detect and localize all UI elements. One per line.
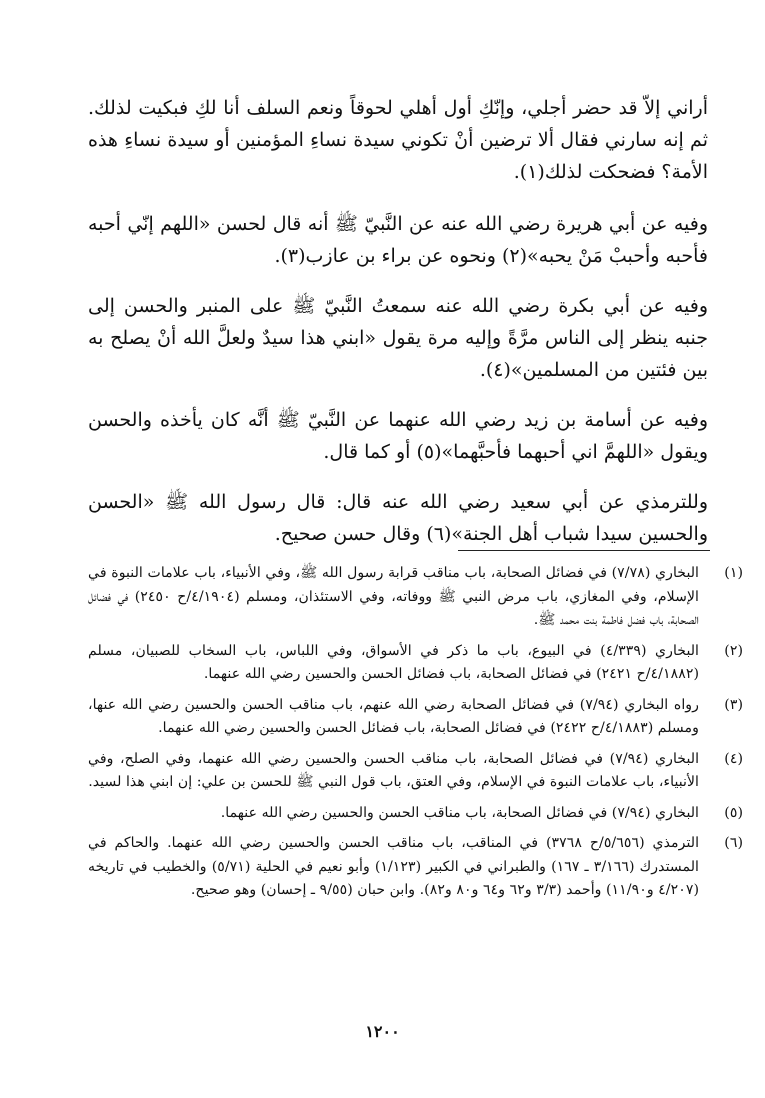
footnote-text: البخاري (٧/٧٨) في فضائل الصحابة، باب مناقب قرابة رسول الله ﷺ، وفي الأنبياء، باب علامات النبوة في الإسلام، وفي المغازي، باب مرض النبي ﷺ ووفاته، وفي الاستئذان، ومسلم (٤/١٩٠٤/ح ٢٤٥٠) في فضائل الصحابة، باب فضل فاطمة بنت محمد ﷺ. bbox=[88, 565, 700, 628]
footnote-2 bbox=[88, 640, 743, 687]
footnote-text: رواه البخاري (٧/٩٤) في فضائل الصحابة رضي الله عنهم، باب مناقب الحسن والحسين رضي الله عنها، ومسلم (٤/١٨٨٣/ح ٢٤٢٢) في فضائل الصحابة، باب فضائل الحسن والحسين رضي الله عنهما. bbox=[88, 696, 699, 736]
footnote-text: الترمذي (٥/٦٥٦/ح ٣٧٦٨) في المناقب، باب مناقب الحسن والحسين رضي الله عنهما. والحاكم في المستدرك (٣/١٦٦ ـ ١٦٧) والطبراني في الكبير (١/١٢٣) وأبو نعيم في الحلية (٥/٧١) والخطيب في تاريخه (٤/٢٠٧ و١١/٩٠) وأحمد (٣/٣ و٦٢ و٦٤ و٨٠ و٨٢). وابن حبان (٩/٥٥ ـ إحسان) وهو صحيح. bbox=[88, 835, 700, 898]
paragraph-3: وفيه عن أبي بكرة رضي الله عنه سمعتُ النَّبيّ ﷺ على المنبر والحسن إلى جنبه ينظر إلى الناس مرَّةً وإليه مرة يقول «ابني هذا سيدٌ ولعلَّ الله أنْ يصلح به بين فئتين من المسلمين»(٤). bbox=[88, 295, 708, 381]
footnotes bbox=[88, 562, 743, 910]
paragraph-2: وفيه عن أبي هريرة رضي الله عنه عن النَّبيّ ﷺ أنه قال لحسن «اللهم إنّي أحبه فأحبه وأحببْ مَنْ يحبه»(٢) ونحوه عن براء بن عازب(٣). bbox=[88, 213, 708, 267]
paragraph-4: وفيه عن أسامة بن زيد رضي الله عنهما عن النَّبيّ ﷺ أنَّه كان يأخذه والحسن ويقول «اللهمَّ اني أحبهما فأحبَّهما»(٥) أو كما قال. bbox=[88, 409, 708, 463]
footnote-number: (٤) bbox=[724, 750, 743, 767]
footnote-number: (٢) bbox=[724, 642, 743, 659]
paragraph-1: أراني إلاّ قد حضر أجلي، وإنّكِ أول أهلي لحوقاً ونعم السلف أنا لكِ فبكيت لذلك. ثم إنه سارني فقال ألا ترضين أنْ تكوني سيدة نساءِ المؤمنين أو سيدة نساءِ هذه الأمة؟ فضحكت لذلك(١). bbox=[88, 97, 708, 183]
footnote-6 bbox=[88, 832, 743, 903]
footnote-number: (١) bbox=[724, 565, 743, 581]
footnote-number: (٣) bbox=[724, 696, 743, 713]
footnote-text: البخاري (٧/٩٤) في فضائل الصحابة، باب مناقب الحسن والحسين رضي الله عنهما، وفي الصلح، وفي الأنبياء، باب علامات النبوة في الإسلام، وفي العتق، باب قول النبي ﷺ للحسن بن علي: إن ابني هذا لسيد. bbox=[88, 750, 700, 790]
footnote-5 bbox=[88, 802, 743, 826]
footnote-3 bbox=[88, 694, 743, 741]
footnote-number: (٥) bbox=[724, 804, 743, 821]
footnote-text: البخاري (٧/٩٤) في فضائل الصحابة، باب مناقب الحسن والحسين رضي الله عنهما. bbox=[220, 804, 699, 821]
page-number: ١٢٠٠ bbox=[365, 1022, 400, 1041]
paragraph-5: وللترمذي عن أبي سعيد رضي الله عنه قال: قال رسول الله ﷺ «الحسن والحسين سيدا شباب أهل الجنة»(٦) وقال حسن صحيح. bbox=[88, 491, 708, 545]
footnote-number: (٦) bbox=[724, 835, 743, 851]
footnote-text: البخاري (٤/٣٣٩) في البيوع، باب ما ذكر في الأسواق، وفي اللباس، باب السخاب للصبيان، مسلم (٤/١٨٨٢/ح ٢٤٢١) في فضائل الصحابة، باب فضائل الحسن والحسين رضي الله عنهما. bbox=[88, 642, 699, 682]
footnote-separator bbox=[458, 550, 710, 551]
main-text bbox=[88, 92, 708, 568]
footnote-4 bbox=[88, 748, 743, 795]
footnote-1 bbox=[88, 562, 743, 633]
